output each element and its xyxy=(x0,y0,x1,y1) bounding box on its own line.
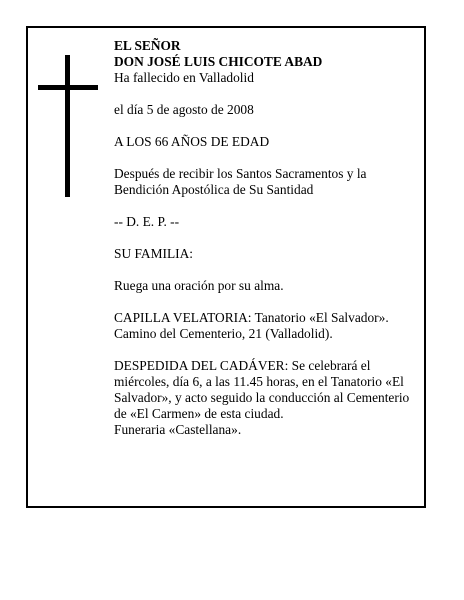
deceased-title: EL SEÑOR xyxy=(114,38,181,53)
death-date: el día 5 de agosto de 2008 xyxy=(114,102,254,117)
chapel-line: Camino del Cementerio, 21 (Valladolid). xyxy=(114,326,333,341)
deceased-name: DON JOSÉ LUIS CHICOTE ABAD xyxy=(114,54,323,69)
chapel-paragraph xyxy=(114,310,414,342)
dep-line: -- D. E. P. -- xyxy=(114,214,180,229)
farewell-line: de «El Carmen» de esta ciudad. xyxy=(114,406,284,421)
farewell-line: DESPEDIDA DEL CADÁVER: Se celebrará el xyxy=(114,358,371,373)
age-line: A LOS 66 AÑOS DE EDAD xyxy=(114,134,270,149)
farewell-line: miércoles, día 6, a las 11.45 horas, en el Tanatorio «El xyxy=(114,374,404,389)
header-block xyxy=(114,38,414,86)
obituary-text xyxy=(114,38,414,454)
sacraments-line: Después de recibir los Santos Sacramentos y la xyxy=(114,166,367,181)
sacraments-paragraph xyxy=(114,166,414,198)
death-place: Ha fallecido en Valladolid xyxy=(114,70,254,85)
funeral-home: Funeraria «Castellana». xyxy=(114,422,242,437)
cross-horizontal-bar xyxy=(38,85,98,90)
family-line: SU FAMILIA: xyxy=(114,246,193,261)
farewell-line: Salvador», y acto seguido la conducción al Cementerio xyxy=(114,390,410,405)
chapel-line: CAPILLA VELATORIA: Tanatorio «El Salvador». xyxy=(114,310,389,325)
cross-vertical-bar xyxy=(65,55,70,197)
sacraments-line: Bendición Apostólica de Su Santidad xyxy=(114,182,314,197)
prayer-line: Ruega una oración por su alma. xyxy=(114,278,284,293)
farewell-paragraph xyxy=(114,358,414,438)
